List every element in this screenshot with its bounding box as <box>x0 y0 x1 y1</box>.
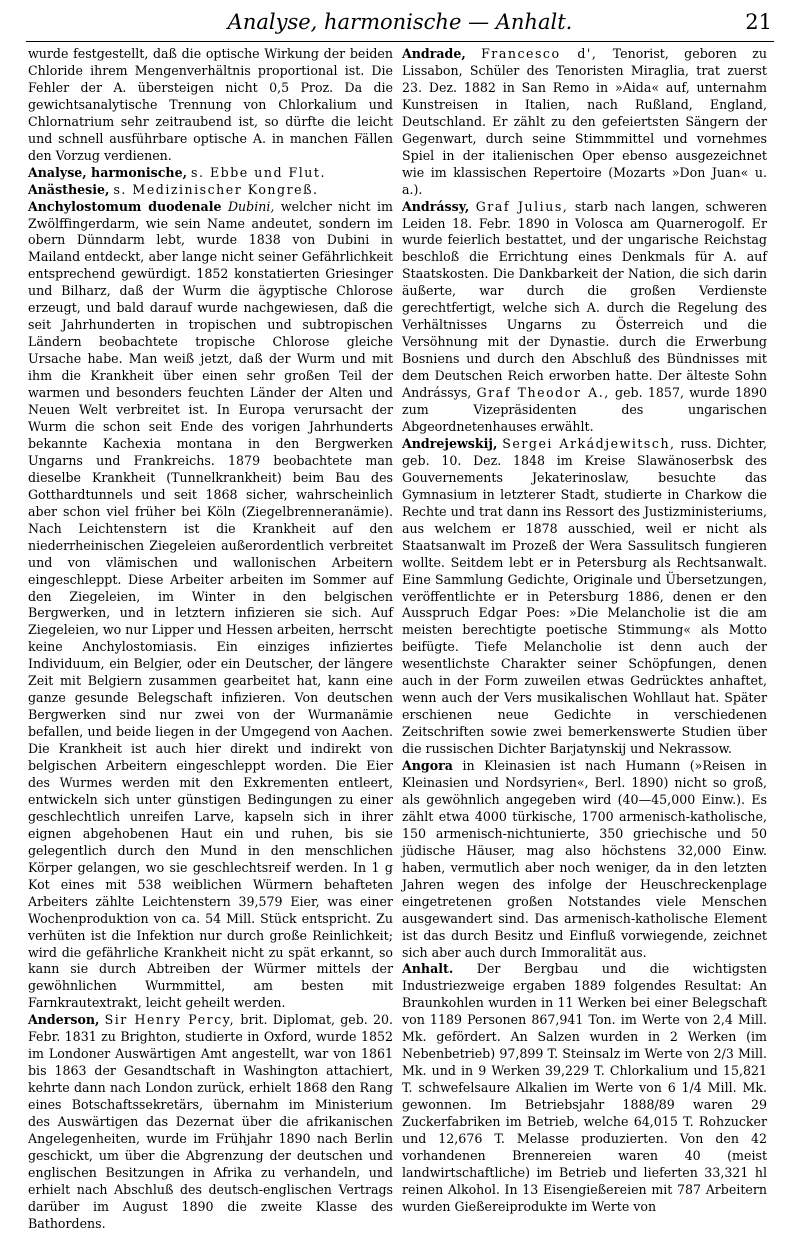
entry-text: Tenorist, geboren zu Lissabon, Schüler des Tenoristen Miraglia, trat zuerst 23. Dez. 1882 in San Remo in »Aida« auf, unternahm Kunstreisen in Italien, nach Rußland, England, Deutschland. Er zählt zu den gefeiertsten Sängern der Gegenwart, durch seine Stimmmittel und vornehmes Spiel in der italienischen Oper ebenso ausgezeichnet wie im klassischen Repertoire (Mozarts »Don Juan« u. a.). <box>402 46 767 197</box>
header-rule <box>26 41 774 42</box>
entry-person-name: Graf Julius, <box>475 198 569 214</box>
entry-headword: Andrejewskij, <box>402 435 498 451</box>
entry-person-name: Sir Henry Percy, <box>104 1012 236 1028</box>
entry-headword: Anästhesie, <box>28 181 110 197</box>
entry-headword: Angora <box>402 758 453 774</box>
cross-reference: s. Medizinischer Kongreß. <box>113 181 319 197</box>
entry-author: Dubini, <box>227 198 275 214</box>
entry-headword: Analyse, harmonische, <box>28 164 187 180</box>
continued-text: wurde festgestellt, daß die optische Wirkung der beiden Chloride ihrem Mengenverhältnis proportional ist. Die Fehler der A. übersteigen nicht 0,5 Proz. Da die gewichtsanalytische Trennung von Chlorkalium und Chlornatrium sehr zeitraubend ist, so dürfte die leicht und schnell ausführbare optische A. in manchen Fällen den Vorzug verdienen. <box>28 46 393 163</box>
entry-headword: Anderson, <box>28 1012 100 1028</box>
entry-anderson <box>28 1012 393 1232</box>
entry-headword: Andrade, <box>402 46 466 61</box>
entry-headword: Anhalt. <box>402 961 454 977</box>
entry-person-name: Francesco d', <box>481 46 598 61</box>
entry-person-name-2: Graf Theodor A., <box>476 385 610 401</box>
entry-text: in Kleinasien ist nach Humann (»Reisen in Kleinasien und Nordsyrien«, Berl. 1890) nicht so groß, als gewöhnlich angegeben wird (40—45,000 Einw.). Es zählt etwa 4000 türkische, 1700 armenisch-katholische, 150 armenisch-nichtunierte, 350 griechische und 50 jüdische Häuser, mag also höchstens 32,000 Einw. haben, vermutlich aber noch weniger, da in den letzten Jahren wegen des infolge der Heuschreckenplage eingetretenen großen Notstandes viele Menschen ausgewandert sind. Das armenisch-katholische Element ist das durch Besitz und Einfluß vorwiegende, zeichnet sich aber auch durch Immoralität aus. <box>402 758 767 960</box>
running-title: Analyse, harmonische — Anhalt. <box>227 10 573 34</box>
entry-person-name: Sergei Arkádjewitsch, <box>502 435 676 451</box>
entry-andrade <box>402 46 767 199</box>
entry-headword: Anchylostomum duodenale <box>28 198 222 214</box>
entry-andrassy <box>402 199 767 436</box>
entry-headword: Andrássy, <box>402 198 470 214</box>
page-header <box>24 10 776 40</box>
page-number: 21 <box>745 10 772 34</box>
cross-reference: s. Ebbe und Flut. <box>191 164 326 180</box>
entry-angora <box>402 758 767 961</box>
entry-anaesthesie <box>28 182 393 199</box>
entry-text-2: geb. 1857, wurde 1890 zum Vizepräsidenten des ungarischen Abgeordnetenhauses erwählt. <box>402 385 768 434</box>
right-column <box>402 46 767 1216</box>
entry-anhalt <box>402 961 767 1215</box>
entry-andrejewskij <box>402 436 767 758</box>
entry-anchylostomum <box>28 199 393 1013</box>
entry-text: russ. Dichter, geb. 10. Dez. 1848 im Kreise Slawänoserbsk des Gouvernements Jekaterinoslaw, besuchte das Gymnasium in letzterer Stadt, studierte in Charkow die Rechte und trat dann ins Ressort des Justizministeriums, aus welchem er 1878 ausschied, weil er nicht als Staatsanwalt im Prozeß der Wera Sassulitsch fungieren wollte. Seitdem lebt er in Petersburg als Rechtsanwalt. Eine Sammlung Gedichte, Originale und Übersetzungen, veröffentlichte er in Petersburg 1886, denen er den Ausspruch Edgar Poes: »Die Melancholie ist die am meisten berechtigte poetische Stimmung« als Motto beifügte. Tiefe Melancholie ist denn auch der wesentlichste Charakter seiner Schöpfungen, denen auch in der Form zuweilen etwas Gedrücktes anhaftet, wenn auch der Vers musikalischen Wohllaut hat. Später erschienen neue Gedichte in verschiedenen Zeitschriften sowie zwei bemerkenswerte Studien über die russischen Dichter Barjatynskij und Nekrassow. <box>402 435 767 757</box>
entry-text: brit. Diplomat, geb. 20. Febr. 1831 zu Brighton, studierte in Oxford, wurde 1852 im Londoner Auswärtigen Amt angestellt, war von 1861 bis 1863 der Gesandtschaft in Washington attachiert, kehrte dann nach London zurück, erhielt 1868 den Rang eines Botschaftssekretärs, übernahm im Ministerium des Auswärtigen das Dezernat über die afrikanischen Angelegenheiten, wurde im Frühjahr 1890 nach Berlin geschickt, um über die Abgrenzung der deutschen und englischen Besitzungen in Afrika zu verhandeln, und erhielt nach Abschluß des deutsch-englischen Vertrags darüber im August 1890 die zweite Klasse des Bathordens. <box>28 1012 394 1231</box>
entry-analyse-harmonische <box>28 165 393 182</box>
left-column <box>28 46 393 1233</box>
entry-text: Der Bergbau und die wichtigsten Industriezweige ergaben 1889 folgendes Resultat: An Braunkohlen wurden in 11 Werken bei einer Belegschaft von 1189 Personen 867,941 Ton. im Werte von 2,4 Mill. Mk. gefördert. An Salzen wurden in 2 Werken (im Nebenbetrieb) 97,899 T. Steinsalz im Werte von 2/3 Mill. Mk. und in 9 Werken 39,229 T. Chlorkalium und 15,821 T. schwefelsaure Alkalien im Werte von 6 1/4 Mill. Mk. gewonnen. Im Betriebsjahr 1888/89 waren 29 Zuckerfabriken im Betrieb, welche 64,015 T. Rohzucker und 12,676 T. Melasse produzierten. Von den 42 vorhandenen Brennereien waren 40 (meist landwirtschaftliche) im Betrieb und lieferten 33,321 hl reinen Alkohol. In 13 Eisengießereien mit 787 Arbeitern wurden Gießereiprodukte im Werte von <box>402 961 767 1214</box>
entry-text: welcher nicht im Zwölffingerdarm, wie sein Name andeutet, sondern im obern Dünndarm lebt, wurde 1838 von Dubini in Mailand entdeckt, aber lange nicht seiner Gefährlichkeit entsprechend gewürdigt. 1852 konstatierten Griesinger und Bilharz, daß der Wurm die ägyptische Chlorose erzeugt, und bald darauf wurde nachgewiesen, daß die seit Jahrhunderten in tropischen und subtropischen Ländern beobachtete tropische Chlorose gleiche Ursache habe. Man weiß jetzt, daß der Wurm und mit ihm die Krankheit über einen sehr großen Teil der warmen und besonders feuchten Länder der Alten und Neuen Welt verbreitet ist. In Europa verursacht der Wurm die schon seit Ende des vorigen Jahrhunderts bekannte Kachexia montana in den Bergwerken Ungarns und Frankreichs. 1879 beobachtete man dieselbe Krankheit (Tunnelkrankheit) beim Bau des Gotthardtunnels und seit 1868 sicher, wahrscheinlich aber schon viel früher bei Köln (Ziegelbrenneranämie). Nach Leichtenstern ist die Krankheit auf den niederrheinischen Ziegeleien außerordentlich verbreitet und von vlämischen und wallonischen Arbeitern eingeschleppt. Diese Arbeiter arbeiten im Sommer auf den Ziegeleien, im Winter in den belgischen Bergwerken, und in letztern infizieren sie sich. Auf Ziegeleien, wo nur Lipper und Hessen arbeiten, herrscht keine Anchylostomiasis. Ein einziges infiziertes Individuum, ein Belgier, oder ein Deutscher, der längere Zeit mit Belgiern zusammen gearbeitet hat, kann eine ganze gesunde Belegschaft infizieren. Von deutschen Bergwerken sind nur zwei von der Wurmanämie befallen, und beide liegen in der Umgegend von Aachen. Die Krankheit ist auch hier direkt und indirekt von belgischen Arbeitern eingeschleppt worden. Die Eier des Wurmes werden mit den Exkrementen entleert, entwickeln sich unter günstigen Bedingungen zu einer geschlechtlich unreifen Larve, kapseln sich in ihrer eignen abgehobenen Haut ein und ruhen, bis sie gelegentlich durch den Mund in den menschlichen Körper gelangen, wo sie geschlechtsreif werden. In 1 g Kot eines mit 538 weiblichen Würmern behafteten Arbeiters zählte Leichtenstern 39,579 Eier, was einer Wochenproduktion von ca. 54 Mill. Stück entspricht. Zu verhüten ist die Infektion nur durch große Reinlichkeit; wird die gefährliche Krankheit nicht zu spät erkannt, so kann sie durch Abtreiben der Würmer mittels der gewöhnlichen Wurmmittel, am besten mit Farnkrautextrakt, leicht geheilt werden. <box>28 198 393 1011</box>
entry-text: starb nach langen, schweren Leiden 18. Febr. 1890 in Volosca am Quarnerogolf. Er wurde feierlich bestattet, und der ungarische Reichstag beschloß die Errichtung eines Denkmals für A. auf Staatskosten. Die Dankbarkeit der Nation, die sich darin äußerte, war durch die großen Verdienste gerechtfertigt, welche sich A. durch die Regelung des Verhältnisses Ungarns zu Österreich und die Versöhnung mit der Dynastie. durch die Erwerbung Bosniens und durch den Abschluß des Bündnisses mit dem Deutschen Reich erworben hatte. Der älteste Sohn Andrássys, <box>402 198 767 401</box>
